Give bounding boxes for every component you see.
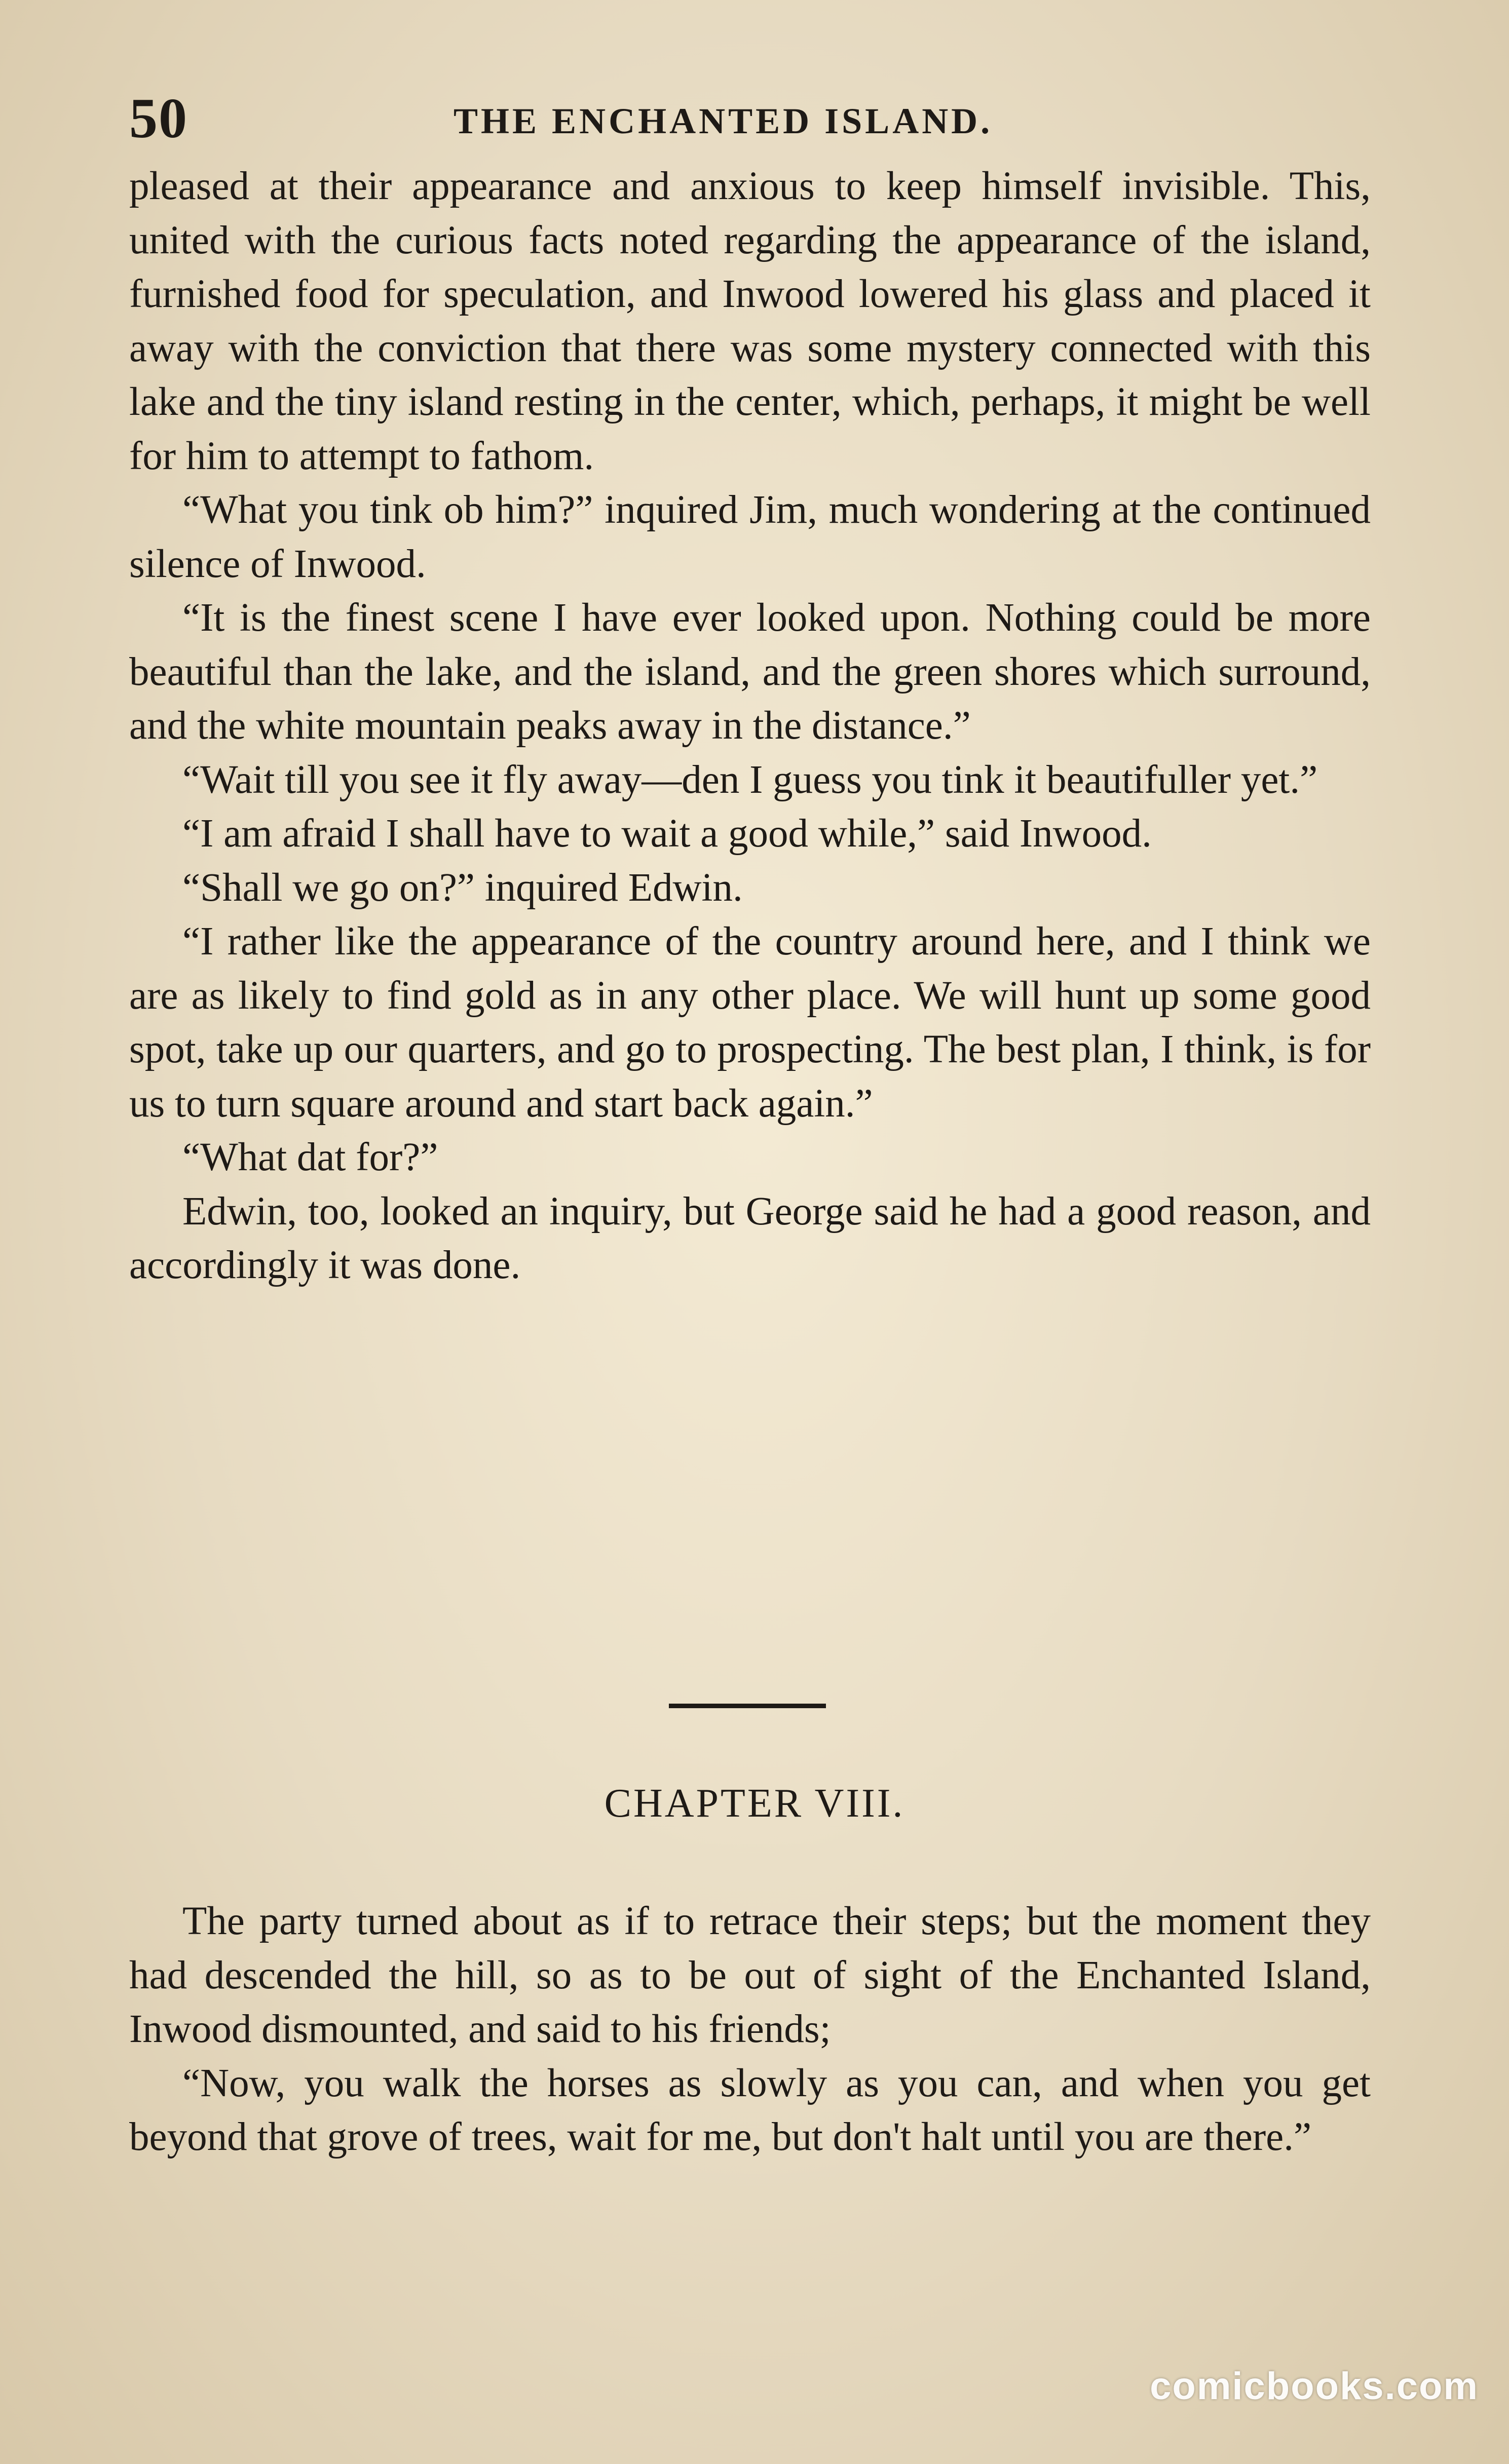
book-title: THE ENCHANTED ISLAND. xyxy=(454,101,993,141)
paragraph: “What dat for?” xyxy=(182,1135,438,1179)
section-divider xyxy=(669,1704,826,1708)
paragraph: “Now, you walk the horses as slowly as you can, and when you get beyond that grove of trees, wait for me, but don't halt until you are there.” xyxy=(129,2061,1371,2159)
paragraph: “Wait till you see it fly away—den I guess you tink it beautifuller yet.” xyxy=(182,757,1318,802)
paragraph: “I rather like the appearance of the country around here, and I think we are as likely to find gold as in any other place. We will hunt up some good spot, take up our quarters, and go to prospecting. The best plan, I think, is for us to turn square around and start back again.” xyxy=(129,919,1371,1126)
paragraph: The party turned about as if to retrace their steps; but the moment they had descended the hill, so as to be out of sight of the Enchanted Island, Inwood dismounted, and said to his friends; xyxy=(129,1899,1371,2051)
paragraph: “I am afraid I shall have to wait a good while,” said Inwood. xyxy=(182,812,1152,856)
body-text xyxy=(129,160,1371,1293)
paragraph: “It is the finest scene I have ever looked upon. Nothing could be more beautiful than the lake, and the island, and the green shores which surround, and the white mountain peaks away in the distance.” xyxy=(129,596,1371,748)
chapter-text xyxy=(129,1895,1371,2165)
running-head xyxy=(129,86,1371,150)
paragraph: Edwin, too, looked an inquiry, but George said he had a good reason, and accordingly it was done. xyxy=(129,1189,1371,1287)
paragraph: “What you tink ob him?” inquired Jim, much wondering at the continued silence of Inwood. xyxy=(129,488,1371,586)
page-number: 50 xyxy=(129,87,188,150)
watermark: comicbooks.com xyxy=(1150,2365,1479,2408)
chapter-heading: CHAPTER VIII. xyxy=(604,1781,905,1826)
paragraph: “Shall we go on?” inquired Edwin. xyxy=(182,865,743,910)
paragraph: pleased at their appearance and anxious to keep himself invisible. This, united with the curious facts noted regarding the appearance of the island, furnished food for speculation, and Inwood lowered his glass and placed it away with the conviction that there was some mystery connected with this lake and the tiny island resting in the center, which, perhaps, it might be well for him to attempt to fathom. xyxy=(129,164,1371,478)
